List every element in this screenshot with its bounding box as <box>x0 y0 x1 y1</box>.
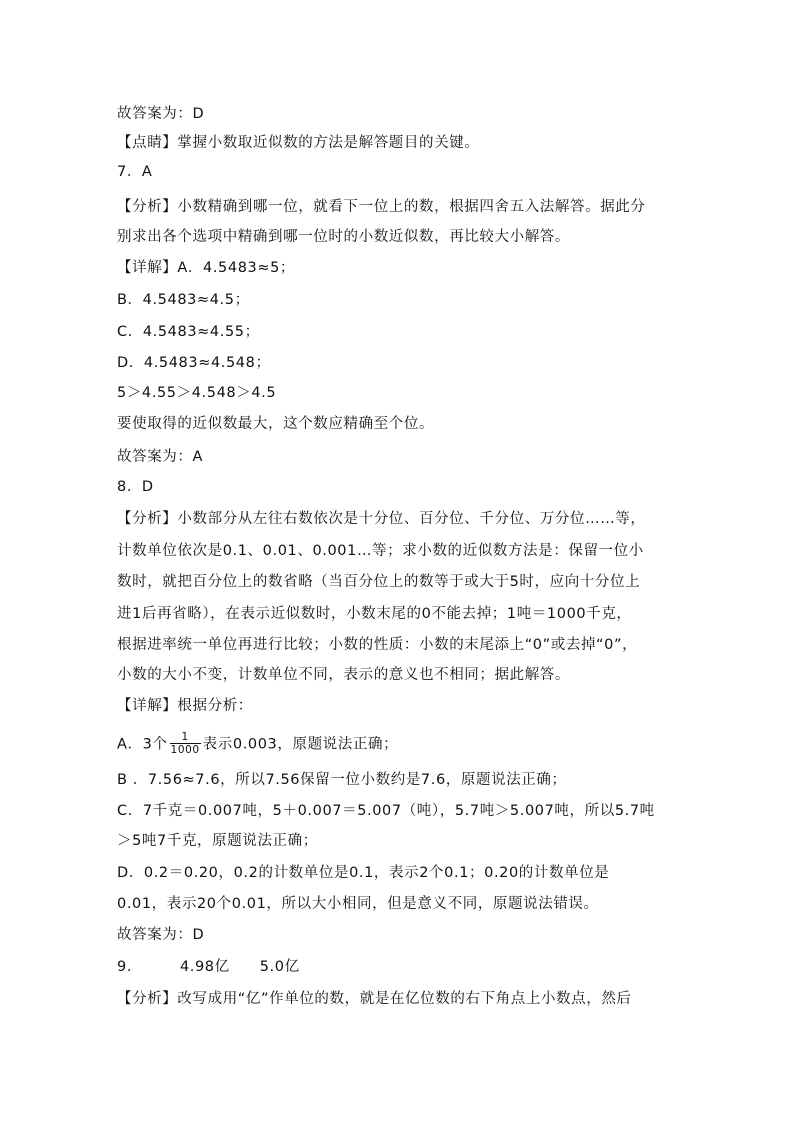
text-line: 【详解】根据分析： <box>117 698 253 714</box>
text-line: 故答案为：D <box>117 106 205 122</box>
text-line: 计数单位依次是0.1、0.01、0.001…等；求小数的近似数方法是：保留一位小 <box>117 543 644 559</box>
text-line: 故答案为：A <box>117 449 204 465</box>
fraction-line-suffix: 表示0.003，原题说法正确； <box>202 736 399 753</box>
text-line: 【分析】改写成用“亿”作单位的数，就是在亿位数的右下角点上小数点，然后 <box>117 991 632 1007</box>
question-9-line <box>117 957 300 977</box>
fraction-denominator: 1000 <box>170 744 200 756</box>
text-line: 0.01，表示20个0.01，所以大小相同，但是意义不同，原题说法错误。 <box>117 896 599 912</box>
text-line: C．7千克＝0.007吨，5＋0.007＝5.007（吨），5.7吨＞5.007吨，所以5.7吨 <box>117 803 655 819</box>
text-line: 进1后再省略），在表示近似数时，小数末尾的0不能去掉；1吨＝1000千克， <box>117 606 632 622</box>
fraction-numerator: 1 <box>181 731 189 743</box>
text-line: 【点睛】掌握小数取近似数的方法是解答题目的关键。 <box>117 135 480 151</box>
text-line: B ．7.56≈7.6，所以7.56保留一位小数约是7.6，原题说法正确； <box>117 772 567 788</box>
text-line: D．0.2＝0.20，0.2的计数单位是0.1，表示2个0.1；0.20的计数单位是 <box>117 865 610 881</box>
text-line: 【详解】A．4.5483≈5； <box>117 260 296 276</box>
fraction-line <box>117 732 398 757</box>
text-line: 小数的大小不变，计数单位不同，表示的意义也不相同；据此解答。 <box>117 667 570 683</box>
text-line: 要使取得的近似数最大，这个数应精确至个位。 <box>117 416 435 432</box>
text-line: 别求出各个选项中精确到哪一位时的小数近似数，再比较大小解答。 <box>117 229 570 245</box>
text-line: 故答案为：D <box>117 927 205 943</box>
answer-blank-2: 5.0亿 <box>259 959 300 975</box>
text-line: 【分析】小数精确到哪一位，就看下一位上的数，根据四舍五入法解答。据此分 <box>117 199 646 215</box>
fraction-line-prefix: A．3个 <box>117 736 168 753</box>
text-line: 【分析】小数部分从左往右数依次是十分位、百分位、千分位、万分位……等， <box>117 511 646 527</box>
text-line: 根据进率统一单位再进行比较；小数的性质：小数的末尾添上“0”或去掉“0”， <box>117 637 638 653</box>
text-line: 5＞4.55＞4.548＞4.5 <box>117 385 277 401</box>
question-number: 9． <box>117 959 142 975</box>
text-line: C．4.5483≈4.55； <box>117 324 260 340</box>
answer-blank-1: 4.98亿 <box>179 959 230 975</box>
text-line: D．4.5483≈4.548； <box>117 355 271 371</box>
text-line: 数时，就把百分位上的数省略（当百分位上的数等于或大于5时，应向十分位上 <box>117 574 641 590</box>
text-line: B．4.5483≈4.5； <box>117 292 250 308</box>
text-line: 8．D <box>117 479 154 495</box>
fraction <box>170 731 201 756</box>
text-line: 7．A <box>117 164 153 180</box>
text-line: ＞5吨7千克，原题说法正确； <box>117 833 318 849</box>
